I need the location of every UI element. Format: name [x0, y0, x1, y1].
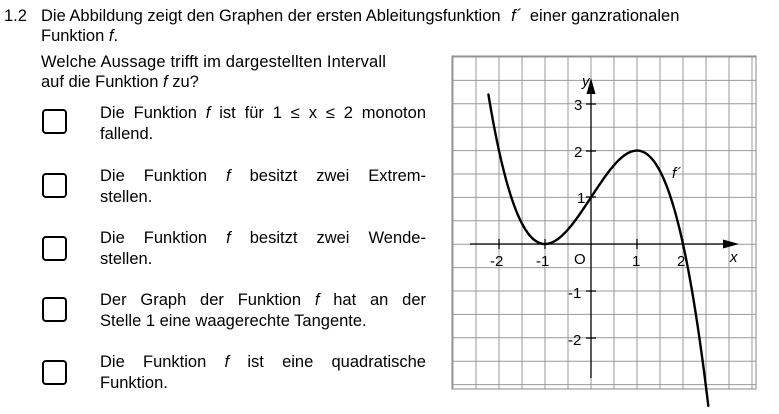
f-symbol: f [205, 104, 211, 122]
x-tick-label: 1 [632, 253, 641, 270]
y-tick-label: -1 [568, 285, 582, 302]
fprime-symbol: f´ [511, 7, 522, 25]
y-tick-label: -2 [568, 332, 582, 349]
option-text: Die Funktion [100, 229, 208, 247]
option-2-line2: stellen. [100, 188, 153, 206]
y-axis-label: y [582, 73, 590, 90]
derivative-curve [488, 95, 708, 406]
option-1-line2: fallend. [100, 125, 154, 143]
f-symbol: f [226, 229, 231, 247]
task-number: 1.2 [4, 7, 27, 25]
option-text: besitzt zwei Wende- [249, 229, 426, 247]
question-text-end: zu? [172, 73, 199, 91]
x-tick-label: -1 [536, 253, 550, 270]
option-text: besitzt zwei Extrem- [249, 167, 426, 185]
grid-border [452, 56, 756, 389]
f-symbol: f [163, 73, 168, 91]
f-symbol: f [224, 353, 230, 371]
option-text: hat an der [333, 291, 426, 309]
option-text: Die Funktion [100, 167, 208, 185]
task-text-part: Die Abbildung zeigt den Graphen der ersten Ableitungsfunktion [41, 7, 501, 25]
task-text-part: Funktion [41, 27, 105, 45]
question-text-part: auf die Funktion [41, 73, 159, 91]
task-text-end: einer ganzrationalen [529, 7, 680, 25]
y-tick-label: 3 [574, 97, 583, 114]
option-text: ist eine quadratische [247, 353, 426, 371]
option-text: Die Funktion [100, 353, 207, 371]
f-symbol: f [226, 167, 231, 185]
option-text: ist für 1 ≤ x ≤ 2 monoton [219, 104, 426, 122]
f-symbol: f [108, 27, 114, 45]
x-axis-arrow-icon [723, 240, 739, 249]
option-5-line2: Funktion. [100, 374, 168, 392]
option-text: Die Funktion [100, 104, 197, 122]
x-tick-label: -2 [490, 253, 504, 270]
curve-label: f´ [672, 165, 682, 182]
option-4-line2: Stelle 1 eine waagerechte Tangente. [100, 312, 367, 330]
origin-label: O [574, 251, 586, 268]
f-symbol: f [314, 291, 320, 309]
y-tick-label: 1 [577, 190, 586, 207]
y-tick-label: 2 [574, 144, 583, 161]
task-text-end: . [113, 27, 119, 45]
x-tick-label: 2 [677, 253, 686, 270]
x-axis-label: x [730, 249, 738, 266]
question-line1: Welche Aussage trifft im dargestellten Intervall [41, 53, 387, 71]
option-text: Der Graph der Funktion [100, 291, 302, 309]
option-3-line2: stellen. [100, 250, 153, 268]
grid [452, 56, 756, 389]
